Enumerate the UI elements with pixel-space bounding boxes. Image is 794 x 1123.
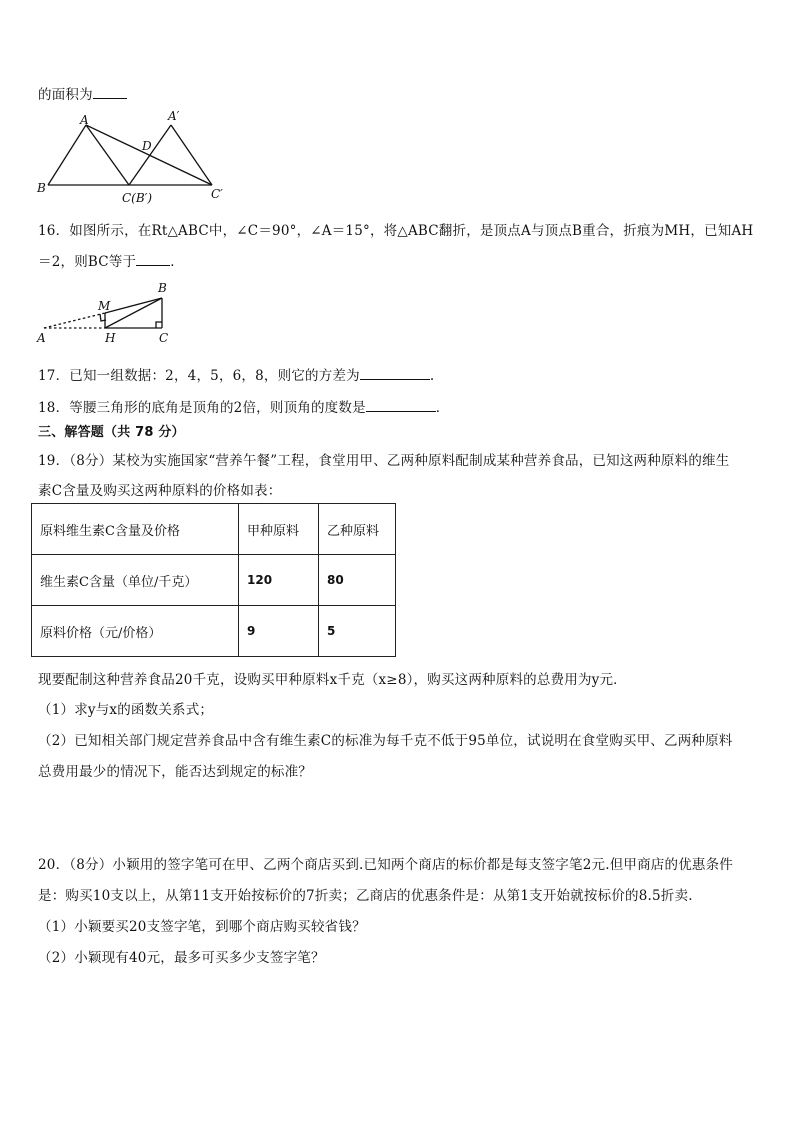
- table-header-row: [32, 504, 396, 555]
- label-C-B-prime: C(B′): [122, 191, 153, 205]
- q20-line-2: 是：购买10支以上，从第11支开始按标价的7折卖；乙商店的优惠条件是：从第1支开始就按标价的8.5折卖.: [38, 888, 693, 904]
- answer-blank: [93, 84, 127, 99]
- label-D: D: [142, 139, 152, 153]
- table-cell: 5: [319, 606, 396, 657]
- label-B: B: [37, 181, 46, 195]
- table-cell: 维生素C含量（单位/千克）: [32, 555, 239, 606]
- q18: 18．等腰三角形的底角是顶角的2倍，则顶角的度数是 ．: [38, 396, 449, 416]
- label-H: H: [105, 331, 116, 345]
- q17-text: 17．已知一组数据：2，4，5，6，8，则它的方差为: [38, 368, 360, 384]
- q19-sub-1: （1）求y与x的函数关系式；: [38, 702, 214, 718]
- area-text: 的面积为: [38, 87, 93, 103]
- table-row: [32, 606, 396, 657]
- q19-sub-2a: （2）已知相关部门规定营养食品中含有维生素C的标准为每千克不低于95单位，试说明在食堂购买甲、乙两种原料: [38, 733, 733, 749]
- q17: 17．已知一组数据：2，4，5，6，8，则它的方差为 .: [38, 364, 434, 384]
- q16-text: ＝2，则BC等于: [38, 254, 137, 270]
- table-header-cell: 甲种原料: [239, 504, 319, 555]
- q19-sub-2b: 总费用最少的情况下，能否达到规定的标准？: [38, 764, 312, 780]
- ingredient-table: [31, 503, 396, 657]
- table-cell: 120: [239, 555, 319, 606]
- table-header-cell: 乙种原料: [319, 504, 396, 555]
- table-header-cell: 原料维生素C含量及价格: [32, 504, 239, 555]
- q19-line-3: 现要配制这种营养食品20千克，设购买甲种原料x千克（x≥8），购买这两种原料的总费用为y元．: [38, 672, 627, 688]
- table-row: [32, 555, 396, 606]
- q18-text: 18．等腰三角形的底角是顶角的2倍，则顶角的度数是: [38, 400, 366, 416]
- answer-blank: [360, 365, 430, 380]
- label-C: C: [159, 331, 169, 345]
- label-A: A: [37, 331, 46, 345]
- q20-line-1: 20．（8分）小颖用的签字笔可在甲、乙两个商店买到.已知两个商店的标价都是每支签字笔2元.但甲商店的优惠条件: [38, 857, 733, 873]
- q19-line-2: 素C含量及购买这两种原料的价格如表：: [38, 483, 282, 499]
- section-title: 三、解答题（共 78 分）: [38, 425, 185, 440]
- label-M: M: [98, 299, 111, 313]
- q20-sub-1: （1）小颖要买20支签字笔，到哪个商店购买较省钱？: [38, 919, 366, 935]
- label-C-prime: C′: [211, 187, 223, 201]
- triangle-figure-1: [34, 108, 234, 208]
- table-cell: 原料价格（元/价格）: [32, 606, 239, 657]
- q20-sub-2: （2）小颖现有40元，最多可买多少支签字笔？: [38, 950, 325, 966]
- label-B: B: [158, 281, 167, 295]
- q19-line-1: 19．（8分）某校为实施国家“营养午餐”工程，食堂用甲、乙两种原料配制成某种营养食品，已知这两种原料的维生: [38, 453, 730, 469]
- label-A-prime: A′: [168, 109, 180, 123]
- label-A: A: [80, 113, 89, 127]
- q16-line-2: ＝2，则BC等于 ．: [38, 250, 184, 270]
- answer-blank: [136, 251, 170, 266]
- table-cell: 9: [239, 606, 319, 657]
- answer-blank: [366, 397, 436, 412]
- table-cell: 80: [319, 555, 396, 606]
- q16-line-1: 16．如图所示，在Rt△ABC中，∠C＝90°，∠A＝15°，将△ABC翻折，是顶点A与顶点B重合，折痕为MH，已知AH: [38, 223, 754, 239]
- triangle-figure-2: [34, 279, 184, 349]
- area-question-tail: [38, 83, 127, 103]
